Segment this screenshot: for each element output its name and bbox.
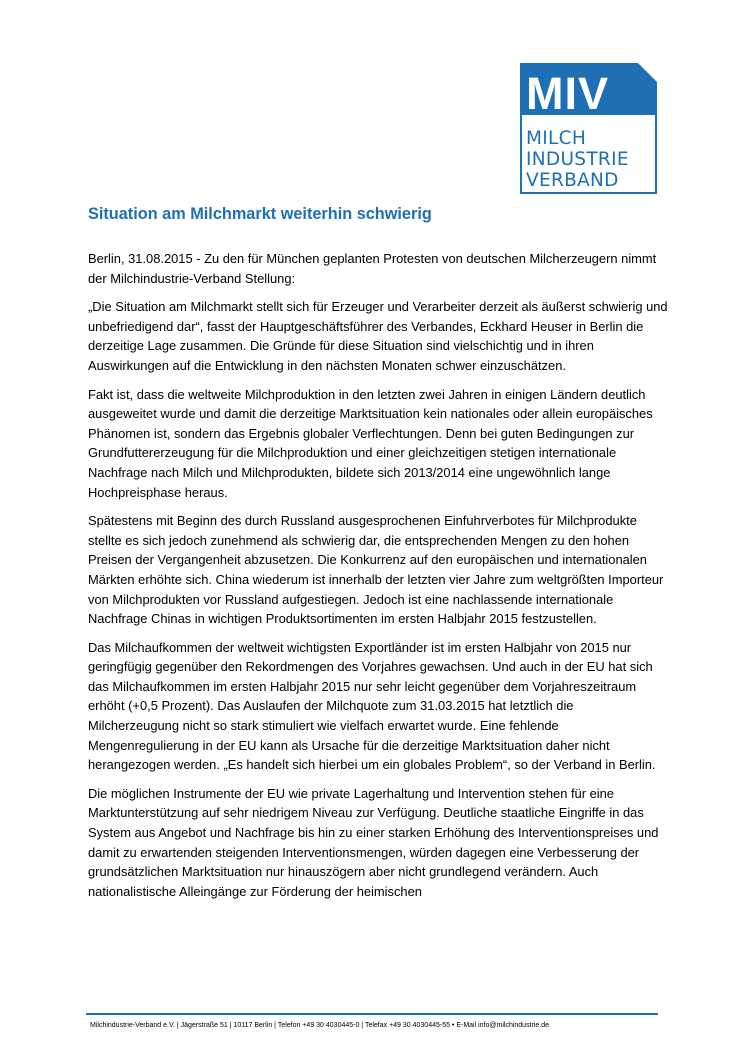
paragraph-global-production: Fakt ist, dass die weltweite Milchproduktion in den letzten zwei Jahren in einigen Ländern deutlich ausgeweitet wurde und damit die derzeitige Marktsituation kein nationales oder allein europäisches Phänomen ist, sondern das Ergebnis globaler Verflechtungen. Denn bei guten Bedingungen zur Grundfuttererzeugung für die Milchproduktion und einer gleichzeitigen stetigen internationale Nachfrage nach Milch und Milchprodukten, bildete sich 2013/2014 eine ungewöhnlich lange Hochpreisphase heraus. bbox=[88, 386, 653, 500]
paragraph-intro: Berlin, 31.08.2015 - Zu den für München geplanten Protesten von deutschen Milcherzeugern nimmt der Milchindustrie-Verband Stellung: bbox=[88, 251, 657, 286]
paragraph-quote: „Die Situation am Milchmarkt stellt sich für Erzeuger und Verarbeiter derzeit als äußerst schwierig und unbefriedigend dar“, fasst der Hauptgeschäftsführer des Verbandes, Eckhard Heuser in Berlin die derzeitige Lage zusammen. Die Gründe für diese Situation sind vielschichtig und in ihren Auswirkungen auf die Entwicklung in den nächsten Monaten schwer einzuschätzen. bbox=[88, 299, 668, 373]
logo-line-3: VERBAND bbox=[526, 170, 619, 191]
page-title: Situation am Milchmarkt weiterhin schwierig bbox=[88, 205, 432, 223]
miv-logo-graphic bbox=[520, 63, 657, 194]
paragraph-russia-embargo: Spätestens mit Beginn des durch Russland ausgesprochenen Einfuhrverbotes für Milchprodukte stellte es sich jedoch zunehmend als schwierig dar, die entsprechenden Mengen zu den hohen Preisen der Vergangenheit abzusetzen. Die Konkurrenz auf den europäischen und internationalen Märkten erhöhte sich. China wiederum ist innerhalb der letzten vier Jahre zum weltgrößten Importeur von Milchprodukten vor Russland aufgestiegen. Jedoch ist eine nachlassende internationale Nachfrage Chinas in wichtigen Produktsortimenten im ersten Halbjahr 2015 festzustellen. bbox=[88, 513, 664, 627]
footer-contact: Milchindustrie-Verband e.V. | Jägerstraße 51 | 10117 Berlin | Telefon +49 30 4030445-0 | Telefax +49 30 4030445-55 • E-Mail info@milchindustrie.de bbox=[90, 1022, 550, 1029]
logo-line-1: MILCH bbox=[526, 128, 587, 149]
article-body bbox=[88, 249, 668, 910]
logo-line-2: INDUSTRIE bbox=[526, 149, 629, 170]
paragraph-eu-instruments: Die möglichen Instrumente der EU wie private Lagerhaltung und Intervention stehen für eine Marktunterstützung auf sehr niedrigem Niveau zur Verfügung. Deutliche staatliche Eingriffe in das System aus Angebot und Nachfrage bis hin zu einer starken Erhöhung des Interventionspreises und damit zu erwartenden steigenden Interventionsmengen, würden dagegen eine Verbesserung der grundsätzlichen Marktsituation nur hinauszögern aber nicht grundlegend verändern. Auch nationalistische Alleingänge zur Förderung der heimischen bbox=[88, 785, 659, 899]
miv-logo bbox=[520, 63, 657, 194]
footer-divider bbox=[86, 1013, 658, 1015]
logo-abbr: MIV bbox=[526, 68, 610, 119]
paragraph-export-volumes: Das Milchaufkommen der weltweit wichtigsten Exportländer ist im ersten Halbjahr von 2015 nur geringfügig gegenüber den Rekordmengen des Vorjahres gewachsen. Und auch in der EU hat sich das Milchaufkommen im ersten Halbjahr 2015 nur sehr leicht gegenüber dem Vorjahreszeitraum erhöht (+0,5 Prozent). Das Auslaufen der Milchquote zum 31.03.2015 hat letztlich die Milcherzeugung nicht so stark stimuliert wie vielfach erwartet wurde. Eine fehlende Mengenregulierung in der EU kann als Ursache für die derzeitige Marktsituation daher nicht herangezogen werden. „Es handelt sich hierbei um ein globales Problem“, so der Verband in Berlin. bbox=[88, 639, 656, 773]
